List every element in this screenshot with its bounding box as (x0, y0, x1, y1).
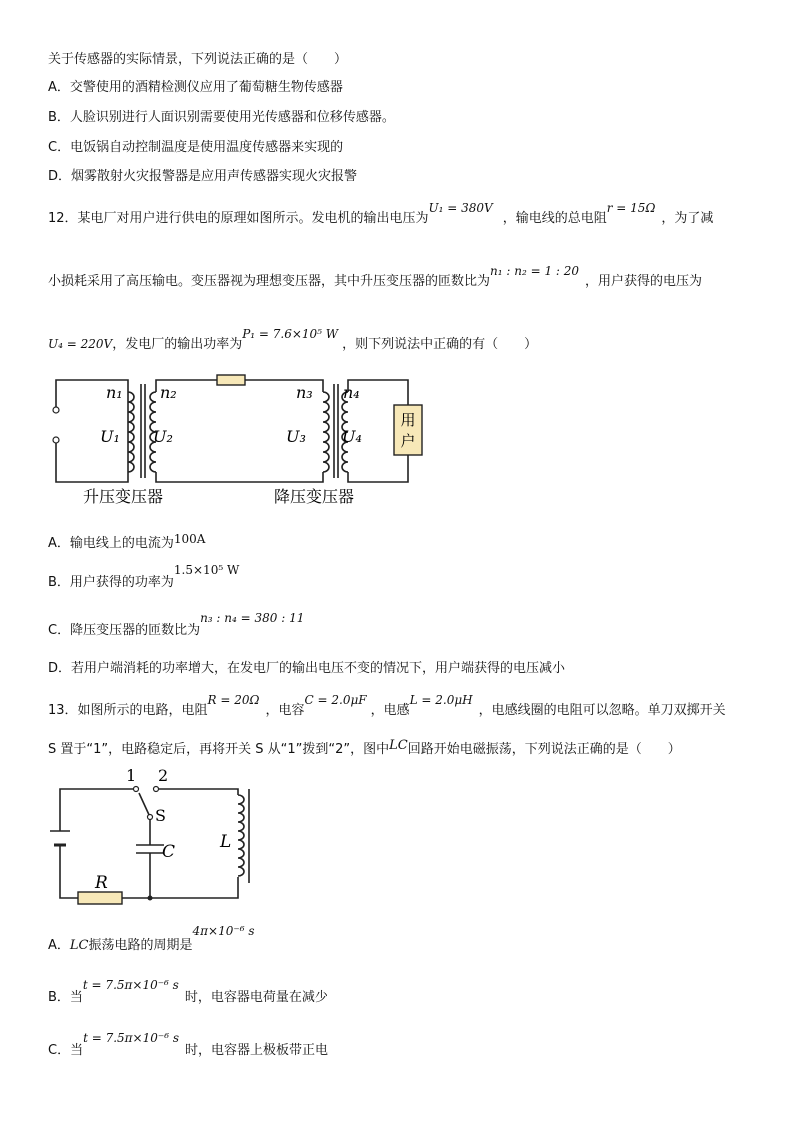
q12-line-bottom (156, 472, 323, 482)
q13-circuit-diagram (48, 765, 258, 915)
q13-r-value: R = 20Ω (207, 693, 260, 707)
q13-switch-pivot (148, 815, 153, 820)
q13-wire-left-bottom (60, 845, 78, 898)
q13-junction-node (148, 896, 153, 901)
q13-contact-1 (134, 787, 139, 792)
q13-switch-blade (139, 793, 150, 817)
q11-option-d: D．烟雾散射火灾报警器是应用声传感器实现火灾报警 (48, 169, 358, 184)
q12-terminal-top (53, 407, 59, 413)
q13-label-c: C (162, 842, 176, 862)
q12-label-n1: n₁ (106, 383, 123, 402)
q12-option-d: D．若用户端消耗的功率增大，在发电厂的输出电压不变的情况下，用户端获得的电压减小 (48, 661, 566, 676)
q12-option-a: A．输电线上的电流为100A (48, 532, 206, 551)
q13-label-l: L (220, 832, 232, 852)
q12-caption-step-down: 降压变压器 (274, 487, 355, 506)
q13-contact-2 (154, 787, 159, 792)
q12-label-u2: U₂ (153, 427, 173, 446)
q12-line2: 小损耗采用了高压输电。变压器视为理想变压器，其中升压变压器的匝数比为n₁ : n₂ = 1 : 20，用户获得的电压为 (48, 264, 703, 289)
q13-label-r: R (95, 873, 108, 893)
q13-c-value: C = 2.0μF (304, 693, 367, 707)
q13-label-1: 1 (126, 766, 137, 785)
q12-label-u3: U₃ (286, 427, 306, 446)
q13-wire-right-top (156, 789, 238, 795)
q12-option-c: C．降压变压器的匝数比为n₃ : n₄ = 380 : 11 (48, 611, 305, 638)
q12-line-resistor (217, 375, 245, 385)
q12-label-u4: U₄ (342, 427, 362, 446)
q13-option-c: C．当t = 7.5π×10⁻⁶ s时，电容器上极板带正电 (48, 1031, 329, 1058)
q13-label-2: 2 (158, 766, 169, 785)
q12-coil-n3 (323, 392, 329, 472)
q12-label-n3: n₃ (296, 383, 313, 402)
q12-circuit-diagram (48, 370, 428, 510)
q13-label-s: S (155, 806, 166, 825)
q13-inductor-coil (238, 795, 244, 876)
q12-label-u1: U₁ (100, 427, 120, 446)
q12-terminal-bottom (53, 437, 59, 443)
q11-stem: 关于传感器的实际情景，下列说法正确的是（ ） (48, 52, 348, 67)
q12-user-label-bottom: 户 (400, 432, 416, 450)
q13-option-a: A．LC振荡电路的周期是4π×10⁻⁶ s (48, 924, 255, 953)
q12-label-n2: n₂ (160, 383, 177, 402)
q12-user-wire-bottom (348, 455, 408, 482)
q12-label-n4: n₄ (343, 383, 360, 402)
q12-p1-value: P₁ = 7.6×10⁵ W (242, 327, 339, 341)
q12-option-b: B．用户获得的功率为1.5×10⁵ W (48, 563, 240, 590)
q12-caption-step-up: 升压变压器 (83, 487, 164, 506)
q13-wire-left-top (60, 789, 136, 831)
q13-l-value: L = 2.0μH (409, 693, 473, 707)
q11-option-c: C．电饭锅自动控制温度是使用温度传感器来实现的 (48, 140, 344, 155)
q12-line3: U₄ = 220V，发电厂的输出功率为P₁ = 7.6×10⁵ W，则下列说法中正确的有（ ） (48, 327, 538, 352)
q11-option-b: B．人脸识别进行人面识别需要使用光传感器和位移传感器。 (48, 110, 395, 125)
q13-line1: 13．如图所示的电路，电阻R = 20Ω，电容C = 2.0μF，电感L = 2.0μH，电感线圈的电阻可以忽略。单刀双掷开关 (48, 693, 726, 718)
q12-u4-value: U₄ = 220V (48, 337, 113, 351)
q12-line1: 12．某电厂对用户进行供电的原理如图所示。发电机的输出电压为U₁ = 380V，输电线的总电阻r = 15Ω，为了减 (48, 201, 714, 226)
q13-line2: S 置于“1”，电路稳定后，再将开关 S 从“1”拨到“2”，图中LC回路开始电磁振荡，下列说法正确的是（ ） (48, 738, 681, 757)
q12-turns-ratio: n₁ : n₂ = 1 : 20 (490, 264, 580, 278)
q13-resistor (78, 892, 122, 904)
q12-u1-value: U₁ = 380V (428, 201, 493, 215)
q13-wire-bottom (122, 877, 238, 898)
q13-option-b: B．当t = 7.5π×10⁻⁶ s时，电容器电荷量在减少 (48, 978, 328, 1005)
q12-coil-n1 (128, 392, 134, 472)
q12-r-value: r = 15Ω (606, 201, 656, 215)
q11-option-a: A．交警使用的酒精检测仪应用了葡萄糖生物传感器 (48, 80, 343, 95)
q12-user-label-top: 用 (400, 411, 416, 429)
